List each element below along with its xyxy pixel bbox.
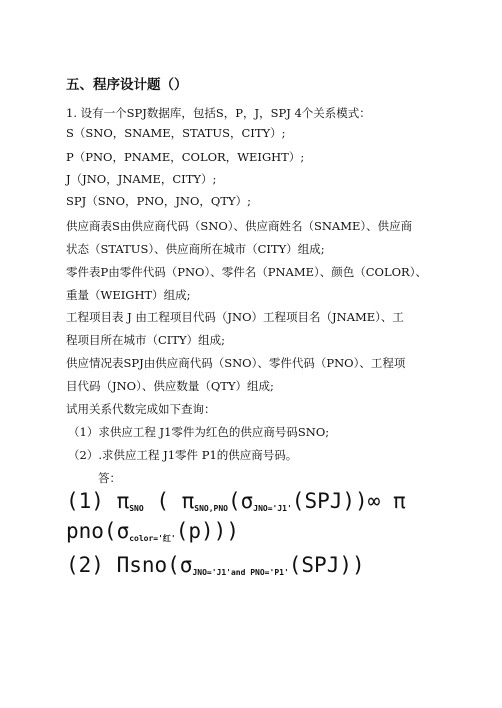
answer-2-sub: JNO='J1'and PNO='P1' [192, 568, 289, 577]
instruction: 试用关系代数完成如下查询： [66, 402, 216, 416]
desc-line: 供应情况表SPJ由供应商代码（SNO）、零件代码（PNO）、工程项 [66, 356, 406, 370]
answer-2-part: (2) Πsno(σ [66, 553, 193, 577]
desc-line: 重量（WEIGHT）组成; [66, 288, 191, 302]
answer-1-part: (σ [227, 489, 254, 513]
answer-1-part: pno(σ [66, 519, 130, 543]
answer-1-line-2 [66, 518, 239, 552]
desc-line: 零件表P由零件代码（PNO）、零件名（PNAME）、颜色（COLOR）、 [66, 265, 427, 279]
schema-spj: SPJ（SNO，PNO，JNO，QTY）; [66, 194, 251, 208]
answer-1-part: ( π [143, 489, 195, 513]
schema-p: P（PNO，PNAME，COLOR，WEIGHT）; [66, 150, 305, 164]
desc-line: 状态（STATUS）、供应商所在城市（CITY）组成; [66, 242, 325, 256]
schema-j: J（JNO，JNAME，CITY）; [66, 172, 217, 186]
desc-line: 目代码（JNO）、供应数量（QTY）组成; [66, 379, 274, 393]
desc-line: 供应商表S由供应商代码（SNO）、供应商姓名（SNAME）、供应商 [66, 219, 413, 233]
answer-1-sub: JNO='J1' [253, 504, 292, 513]
answer-1-part: (SPJ))∞ π [291, 489, 406, 513]
answer-2-part: (SPJ)) [288, 553, 365, 577]
schema-s: S（SNO，SNAME，STATUS，CITY）; [66, 126, 286, 140]
section-title: 五、程序设计题（） [66, 77, 188, 93]
answer-1-part: (1) π [66, 489, 130, 513]
answer-label: 答： [98, 471, 121, 485]
desc-line: 程项目所在城市（CITY）组成; [66, 333, 225, 347]
query-1: （1）求供应工程 J1零件为红色的供应商号码SNO; [68, 425, 330, 439]
answer-1-sub: color='红' [129, 534, 176, 543]
desc-line: 工程项目表 J 由工程项目代码（JNO）工程项目名（JNAME）、工 [66, 310, 404, 324]
answer-1-line-1 [66, 488, 406, 522]
question-intro: 1. 设有一个SPJ数据库，包括S，P，J，SPJ 4个关系模式： [66, 106, 371, 120]
answer-1-part: (p))) [175, 519, 239, 543]
query-2: （2）.求供应工程 J1零件 P1的供应商号码。 [68, 448, 298, 462]
answer-1-sub: SNO [129, 504, 144, 513]
answer-1-sub: SNO,PNO [194, 504, 228, 513]
answer-2-line [66, 552, 365, 586]
